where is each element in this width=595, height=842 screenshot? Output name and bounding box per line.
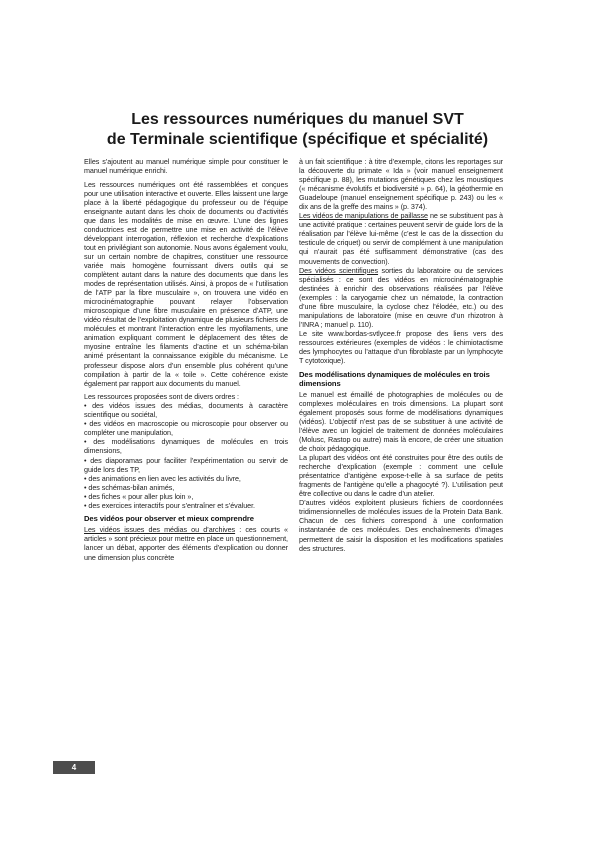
pdb-paragraph: D’autres vidéos exploitent plusieurs fichiers de coordonnées tridimensionnelles de molécules issues de la Protein Data Bank. Chacun de ces fichiers correspond à une conformation instantanée de ces molécules. Des enchaînements d’images permettent de saisir la disposition et les modifications spatiales des structures. xyxy=(299,498,503,553)
science-videos-term: Des vidéos scientifiques xyxy=(299,265,379,275)
list-item: • des diaporamas pour faciliter l’expérimentation ou servir de guide lors des TP, xyxy=(84,455,288,474)
section-heading-molecules: Des modélisations dynamiques de molécules en trois dimensions xyxy=(299,369,490,388)
media-videos-term: Les vidéos issues des médias ou d’archives xyxy=(84,525,236,535)
resource-types-intro: Les ressources proposées sont de divers ordres : xyxy=(84,392,240,402)
page-number: 4 xyxy=(71,763,77,772)
lab-videos-text: ne se substituent pas à une activité pratique : certaines peuvent servir de guide lors de la réalisation par l’élève lui-même (c’est le cas de la dissection du testicule de criquet) ou servir de complément à une manipulation qui n’aurait pas été suffisamment démonstrative (cas des mouvements de convection). xyxy=(299,211,503,266)
media-videos-text: : ces courts « articles » sont précieux pour mettre en place un questionnement, lancer un débat, apporter des éléments d’explication ou donner une dimension plus concrète xyxy=(84,525,288,562)
list-item: • des exercices interactifs pour s’entraîner et s’évaluer. xyxy=(84,500,256,510)
list-item: • des schémas-bilan animés, xyxy=(84,482,175,492)
list-item: • des fiches « pour aller plus loin », xyxy=(84,491,194,501)
list-item: • des vidéos en macroscopie ou microscopie pour observer ou compléter une manipulation, xyxy=(84,419,288,438)
left-column xyxy=(84,157,288,566)
molecules-videos-paragraph: La plupart des vidéos ont été construites pour être des outils de recherche d’explication (exemple : comment une cellule présentatrice d’antigène expose-t-elle à sa surface de petits fragments de l’antigène qu’elle a phagocyté ?). L’utilisation peut être collective ou dans le cadre d’un atelier. xyxy=(299,453,503,499)
molecules-paragraph: Le manuel est émaillé de photographies de molécules ou de complexes moléculaires en trois dimensions. La plupart sont également proposés sous forme de modélisations dynamiques (vidéos). L’objectif n’est pas de se substituer à une activité de l’élève avec un logiciel de traitement de données moléculaires (Molusc, Rastop ou autre) mais là encore, de créer une situation de choix pédagogique. xyxy=(299,389,503,454)
list-item: • des vidéos issues des médias, documents à caractère scientifique ou sociétal, xyxy=(84,401,288,420)
list-item: • des animations en lien avec les activités du livre, xyxy=(84,473,241,483)
media-videos-paragraph xyxy=(84,525,288,561)
list-item: • des modélisations dynamiques de molécules en trois dimensions, xyxy=(84,437,288,456)
resource-types-list xyxy=(84,401,288,510)
title-line-1: Les ressources numériques du manuel SVT xyxy=(131,111,464,128)
resources-paragraph: Les ressources numériques ont été rassemblées et conçues pour une utilisation interactive et ouverte. Elles laissent une large place à la liberté pédagogique du professeur ou de l’équipe enseignante autant dans les choix de documents ou d’activités que dans les modalités de mise en œuvre. L’une des lignes conductrices est de permettre une mise en activité de l’élève développant interrogation, réflexion et recherche d’explications tout en privilégiant son autonomie. Nous avons également voulu, sur un certain nombre de chapitres, constituer une ressource variée mais homogène fournissant divers outils qui se complètent autant dans la nature des documents que dans les modes de représentation utilisés. Ainsi, à propos de « l’utilisation de l’ATP par la fibre musculaire », on trouvera une vidéo en microcinématographie pouvant relayer l’observation microscopique d’une fibre musculaire en présence d’ATP, une vidéo résultat de l’exploitation dynamique de plusieurs fichiers de molécules et montrant l’interaction entre les myofilaments, une animation expliquant comment le déplacement des têtes de myosine entraîne les filaments d’actine et un schéma-bilan animé présentant la connaissance exigible du mécanisme. Le professeur dispose alors d’un ensemble plus cohérent qu’une compilation à partir de la « toile ». Cette cohérence existe également par rapport aux documents du manuel. xyxy=(84,179,288,388)
intro-paragraph: Elles s’ajoutent au manuel numérique simple pour constituer le manuel numérique enrichi. xyxy=(84,157,288,176)
media-examples-paragraph: à un fait scientifique : à titre d’exemple, citons les reportages sur la découverte du primate « Ida » (voir manuel enseignement spécifique p. 88), les mutations génétiques chez les moustiques (« mécanisme évolutifs et biodiversité » p. 64), la géothermie en Guadeloupe (manuel enseignement spécifique p. 243) ou les « dix ans de la greffe des mains » (p. 374). xyxy=(299,157,503,212)
section-heading-videos: Des vidéos pour observer et mieux comprendre xyxy=(84,514,254,524)
lab-videos-term: Les vidéos de manipulations de paillasse xyxy=(299,211,428,221)
science-videos-text: sorties du laboratoire ou de services spécialisés : ce sont des vidéos en microcinématographie destinées à enrichir des observations réalisées par l’élève (exemples : la caryogamie chez un nématode, la contraction d’une fibre musculaire, la cyclose chez l’élodée, etc.) ou des manipulations de laboratoire (mise en œuvre d’un rhizotron à l’INRA ; manuel p. 110). xyxy=(299,265,504,329)
page-title xyxy=(60,110,535,150)
right-column xyxy=(299,157,503,553)
title-line-2: de Terminale scientifique (spécifique et spécialité) xyxy=(106,131,489,148)
lab-videos-paragraph xyxy=(299,211,503,265)
website-paragraph: Le site www.bordas-svtlycee.fr propose des liens vers des ressources extérieures (exemples de vidéos : le chimiotactisme des lymphocytes ou l’attaque d’un fibroblaste par un lymphocyte T cytotoxique). xyxy=(299,328,503,366)
page-number-tab xyxy=(53,761,95,774)
science-videos-paragraph xyxy=(299,266,503,329)
